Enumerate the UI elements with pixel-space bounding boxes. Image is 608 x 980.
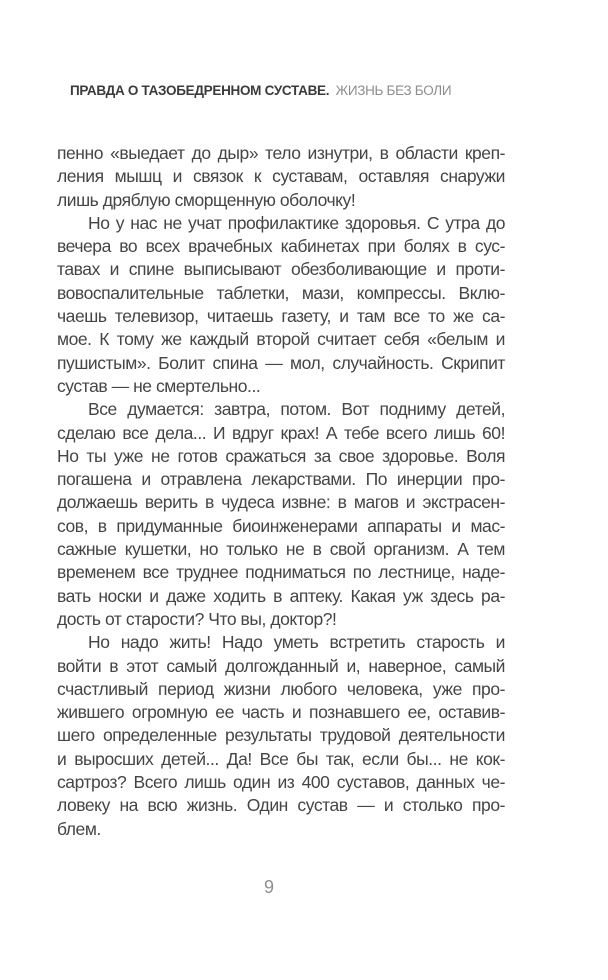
text-line: вать носки и даже ходить в аптеку. Какая уж здесь ра- [57,585,505,606]
text-line: и выросших детей... Да! Все бы так, если бы... не кок- [57,748,505,769]
text-line: сов, в придуманные биоинженерами аппараты и мас- [57,515,505,536]
text-line: сустав — не смертельно... [57,375,261,396]
text-line: жившего огромную ее часть и познавшего ее, оставив- [57,702,505,723]
header-title: ПРАВДА О ТАЗОБЕДРЕННОМ СУСТАВЕ. [70,83,330,98]
text-line: сделаю все дела... И вдруг крах! А тебе всего лишь 60! [57,422,505,443]
text-line: тавах и спине выписывают обезболивающие и проти- [57,259,505,280]
text-line: Но у нас не учат профилактике здоровья. С утра до [88,212,505,233]
text-line: лишь дряблую сморщенную оболочку! [57,189,356,210]
text-line: мое. К тому же каждый второй считает себя «белым и [57,329,505,350]
text-line: ловеку на всю жизнь. Один сустав — и столько про- [57,795,505,816]
header-subtitle: ЖИЗНЬ БЕЗ БОЛИ [332,83,452,98]
text-line: пушистым». Болит спина — мол, случайность. Скрипит [57,352,505,373]
text-line: сажные кушетки, но только не в свой организм. А тем [57,539,505,560]
text-line: Но надо жить! Надо уметь встретить старость и [88,632,505,653]
text-line: Все думается: завтра, потом. Вот подниму детей, [88,399,505,420]
text-line: счастливый период жизни любого человека, уже про- [57,678,505,699]
text-line: чаешь телевизор, читаешь газету, и там все то же са- [57,306,505,327]
page-number: 9 [263,877,274,897]
text-line: сартроз? Всего лишь один из 400 суставов, данных че- [57,772,505,793]
text-line: вечера во всех врачебных кабинетах при болях в сус- [57,236,505,257]
text-line: временем все труднее подниматься по лестнице, наде- [57,562,505,583]
text-line: погашена и отравлена лекарствами. По инерции про- [57,469,505,490]
text-line: ления мышц и связок к суставам, оставляя снаружи [57,166,505,187]
text-line: должаешь верить в чудеса извне: в магов и экстрасен- [57,492,505,513]
text-line: Но ты уже не готов сражаться за свое здоровье. Воля [57,445,505,466]
text-line: пенно «выедает до дыр» тело изнутри, в области креп- [57,143,505,163]
text-line: шего определенные результаты трудовой деятельности [57,725,505,746]
page-text [57,142,505,841]
text-line: дость от старости? Что вы, доктор?! [57,608,337,629]
text-line: войти в этот самый долгожданный и, наверное, самый [57,655,505,676]
text-line: вовоспалительные таблетки, мази, компрессы. Вклю- [57,282,505,303]
text-line: блем. [57,818,101,839]
running-header [70,83,451,98]
